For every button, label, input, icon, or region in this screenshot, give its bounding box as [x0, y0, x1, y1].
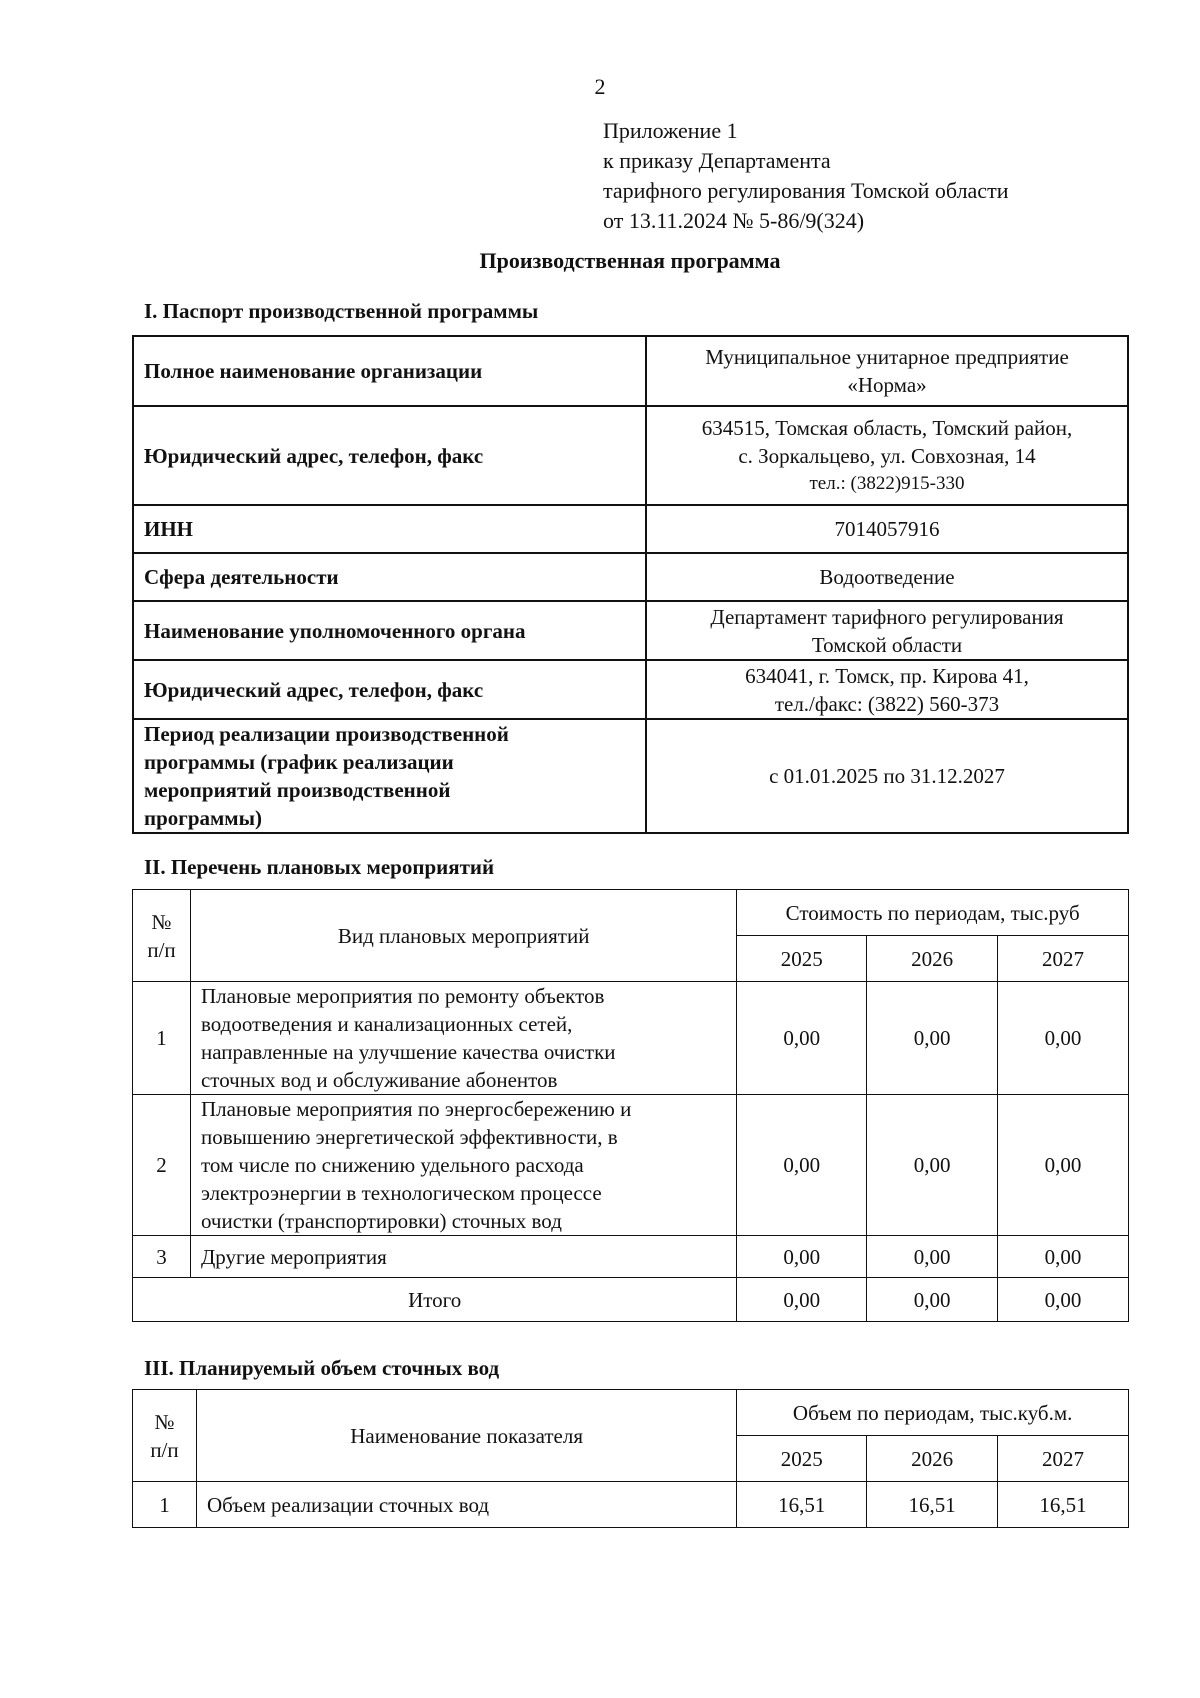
name-line: том числе по снижению удельного расхода	[200, 1153, 584, 1177]
label-line: программы (график реализации	[144, 750, 454, 774]
passport-value	[646, 719, 1128, 833]
name-line: сточных вод и обслуживание абонентов	[200, 1068, 558, 1092]
name-line: Другие мероприятия	[200, 1244, 387, 1269]
value-line: с. Зоркальцево, ул. Совхозная, 14	[738, 443, 1036, 468]
row-value: 16,51	[737, 1482, 867, 1528]
table-row	[133, 1236, 1129, 1278]
passport-label: Юридический адрес, телефон, факс	[133, 406, 646, 505]
name-line: направленные на улучшение качества очистки	[200, 1040, 616, 1064]
total-value: 0,00	[737, 1278, 867, 1322]
passport-label: ИНН	[133, 505, 646, 553]
passport-value	[646, 660, 1128, 719]
passport-value	[646, 553, 1128, 601]
header-year: 2025	[737, 1436, 867, 1482]
value-line: Водоотведение	[819, 565, 955, 589]
table-row	[133, 982, 1129, 1095]
total-label: Итого	[133, 1278, 737, 1322]
value-line: тел./факс: (3822) 560-373	[774, 691, 1000, 716]
table-row	[133, 1482, 1129, 1528]
value-line: «Норма»	[847, 373, 927, 397]
row-name	[190, 982, 736, 1095]
row-value: 0,00	[998, 1095, 1129, 1236]
page-number: 2	[594, 74, 606, 99]
value-line: Томской области	[811, 632, 963, 657]
header-volume: Объем по периодам, тыс.куб.м.	[737, 1390, 1129, 1436]
header-year: 2026	[867, 936, 998, 982]
annex-line: Приложение 1	[603, 118, 738, 143]
table-row	[133, 406, 1128, 505]
total-row	[133, 1278, 1129, 1322]
passport-value	[646, 601, 1128, 660]
value-line: с 01.01.2025 по 31.12.2027	[769, 764, 1005, 788]
passport-table	[132, 335, 1129, 834]
table-row	[133, 505, 1128, 553]
row-num: 2	[133, 1095, 191, 1236]
table-row	[133, 719, 1128, 833]
header-name: Наименование показателя	[196, 1390, 736, 1482]
passport-label: Полное наименование организации	[133, 336, 646, 406]
name-line: водоотведения и канализационных сетей,	[200, 1012, 573, 1036]
planned-measures-table	[132, 889, 1129, 1322]
row-value: 0,00	[998, 982, 1129, 1095]
wastewater-volume-table	[132, 1389, 1129, 1528]
value-line: Муниципальное унитарное предприятие	[705, 345, 1069, 369]
total-value: 0,00	[867, 1278, 998, 1322]
header-num-line: п/п	[150, 1437, 179, 1462]
value-line: 634515, Томская область, Томский район,	[701, 415, 1073, 440]
header-year: 2027	[998, 1436, 1129, 1482]
value-line: 634041, г. Томск, пр. Кирова 41,	[745, 663, 1029, 688]
row-name: Объем реализации сточных вод	[196, 1482, 736, 1528]
value-line: Департамент тарифного регулирования	[710, 604, 1064, 629]
table-row	[133, 553, 1128, 601]
annex-line: к приказу Департамента	[603, 148, 831, 173]
annex-header	[603, 116, 1008, 236]
row-value: 0,00	[998, 1236, 1129, 1278]
total-value: 0,00	[998, 1278, 1129, 1322]
name-line: электроэнергии в технологическом процессе	[200, 1181, 602, 1205]
label-line: Период реализации производственной	[144, 722, 509, 746]
passport-label: Наименование уполномоченного органа	[133, 601, 646, 660]
row-value: 0,00	[737, 982, 867, 1095]
name-line: Плановые мероприятия по ремонту объектов	[200, 984, 605, 1008]
name-line: очистки (транспортировки) сточных вод	[200, 1209, 562, 1233]
table-header-row	[133, 1390, 1129, 1436]
annex-line: тарифного регулирования Томской области	[603, 178, 1009, 203]
row-value: 0,00	[737, 1095, 867, 1236]
annex-line: от 13.11.2024 № 5-86/9(324)	[603, 208, 865, 233]
value-line: 7014057916	[834, 517, 940, 541]
header-num	[133, 1390, 197, 1482]
row-num: 3	[133, 1236, 191, 1278]
passport-label	[133, 719, 646, 833]
row-value: 0,00	[867, 982, 998, 1095]
section-3-title: III. Планируемый объем сточных вод	[144, 1356, 500, 1380]
name-line: Плановые мероприятия по энергосбережению и	[200, 1097, 632, 1121]
header-year: 2025	[737, 936, 867, 982]
row-name	[190, 1095, 736, 1236]
document-title: Производственная программа	[479, 248, 781, 273]
passport-value	[646, 406, 1128, 505]
passport-label: Юридический адрес, телефон, факс	[133, 660, 646, 719]
passport-label: Сфера деятельности	[133, 553, 646, 601]
name-line: повышению энергетической эффективности, в	[200, 1125, 618, 1149]
header-cost: Стоимость по периодам, тыс.руб	[737, 890, 1129, 936]
row-value: 16,51	[998, 1482, 1129, 1528]
passport-value	[646, 505, 1128, 553]
section-2-title: II. Перечень плановых мероприятий	[144, 855, 495, 879]
row-value: 16,51	[867, 1482, 998, 1528]
table-row	[133, 336, 1128, 406]
row-name	[190, 1236, 736, 1278]
row-value: 0,00	[867, 1236, 998, 1278]
section-1-title: I. Паспорт производственной программы	[144, 299, 539, 323]
header-year: 2026	[867, 1436, 998, 1482]
table-row	[133, 1095, 1129, 1236]
row-value: 0,00	[737, 1236, 867, 1278]
header-year: 2027	[998, 936, 1129, 982]
table-header-row	[133, 890, 1129, 936]
label-line: мероприятий производственной	[144, 778, 451, 802]
label-line: программы)	[144, 806, 262, 830]
row-value: 0,00	[867, 1095, 998, 1236]
passport-value	[646, 336, 1128, 406]
header-num	[133, 890, 191, 982]
header-num-line: п/п	[147, 937, 176, 962]
table-row	[133, 660, 1128, 719]
header-num-line: №	[154, 1409, 175, 1434]
header-name: Вид плановых мероприятий	[190, 890, 736, 982]
header-num-line: №	[151, 909, 172, 934]
value-line: тел.: (3822)915-330	[809, 472, 965, 494]
row-num: 1	[133, 1482, 197, 1528]
table-row	[133, 601, 1128, 660]
row-num: 1	[133, 982, 191, 1095]
